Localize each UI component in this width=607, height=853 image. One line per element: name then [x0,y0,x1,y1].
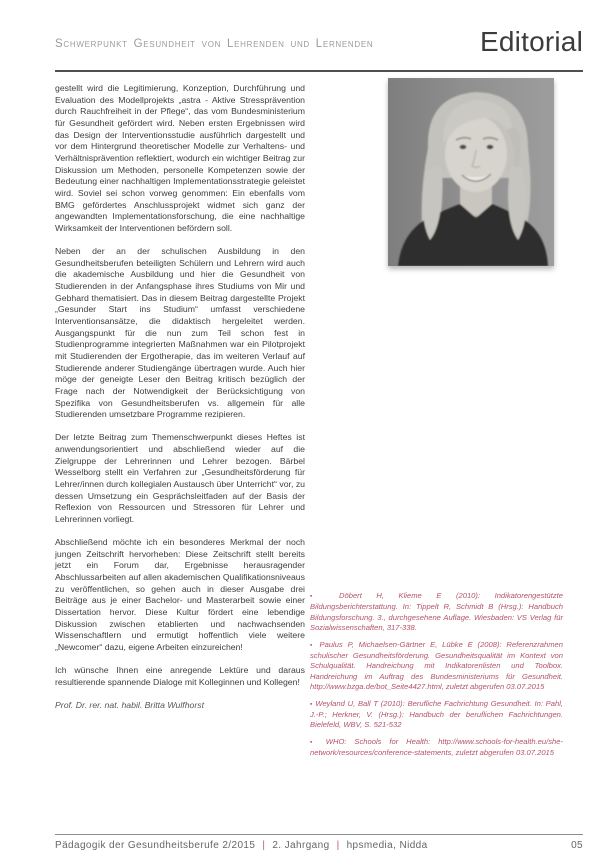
page-title: Editorial [480,26,583,57]
footer-volume: 2. Jahrgang [272,840,330,851]
reference-item: ▪ WHO: Schools for Health: http://www.schools-for-health.eu/she-network/resources/conference-statements, zuletzt abgerufen 03.07.2015 [310,737,563,759]
body-paragraph: Ich wünsche Ihnen eine anregende Lektüre und daraus resultierende spannende Dialoge mit Kolleginnen und Kollegen! [55,665,305,687]
footer-journal-title: Pädagogik der Gesundheitsberufe 2/2015 [55,840,256,851]
portrait-photo-graphic [388,78,554,266]
body-paragraph: Abschließend möchte ich ein besonderes Merkmal der noch jungen Zeitschrift hervorheben: Diese Zeitschrift stellt bereits jetzt ein Forum dar, Ergebnisse herausragender Abschlussarbeiten auf allen akademischen Qualifikationsniveaus zu veröffentlichen, so gehen auch in dieser Ausgabe drei Beiträge aus je einer Bachelor- und Masterarbeit sowie einer Dissertation hervor. Diese Kultur fördert eine lebendige Diskussion zwischen etablierten und nachwachsenden Wissenschaftlern und ermutigt hoffentlich viele weitere „Newcomer“ dazu, eigene Arbeiten einzureichen! [55,537,305,653]
body-paragraph: Der letzte Beitrag zum Themenschwerpunkt dieses Heftes ist anwendungsorientiert und abschließend wieder auf die Zielgruppe der Lehrerinnen und Lehrer bezogen. Bärbel Wesselborg stellt ein Verfahren zur „Gesundheitsförderung für Lehrer/innen durch kollegialen Austausch über Unterricht“ vor, zu dessen Umsetzung ein Gesprächsleitfaden auf der Basis der Reflexion von Ressourcen und Stressoren für Lehrer und Lehrerinnen vorliegt. [55,432,305,524]
footer [55,840,428,851]
footer-separator: | [336,840,340,851]
page-number: 05 [571,840,583,851]
reference-item: ▪ Döbert H, Klieme E (2010): Indikatorengestützte Bildungsberichterstattung. In: Tippelt R, Schmidt B (Hrsg.): Handbuch Bildungsforschung. 3., durchgesehene Auflage. Wiesbaden: VS Verlag für Sozialwissenschaften, 317-338. [310,591,563,633]
editorial-body [55,83,305,723]
footer-rule [55,834,583,835]
section-kicker: Schwerpunkt Gesundheit von Lehrenden und Lernenden [55,38,374,50]
portrait-photo [388,78,554,266]
footer-separator: | [262,840,266,851]
body-paragraph: gestellt wird die Legitimierung, Konzeption, Durchführung und Evaluation des Modellprojekts „astra - Aktive Stressprävention durch Rauchfreiheit in der Pflege“, das vom Bundesministerium für Gesundheit gefördert wird. Neben ersten Ergebnissen wird das Design der Interventionsstudie ausführlich dargestellt und vor dem Hintergrund theoretischer Modelle zur Verhaltens- und Verhältnisprävention reflektiert, wodurch ein wichtiger Beitrag zur Diskussion um Methoden, personelle Kompetenzen sowie der Bedeutung einer nachhaltigen Implementationsstrategie geleistet wird. Soviel sei schon vorweg genommen: Ein ebenfalls vom BMG gefördertes Anschlussprojekt widmet sich ganz der angewandten Implementationsforschung, die eine nachhaltige Wirksamkeit der Interventionen befördern soll. [55,83,305,233]
reference-list [310,591,563,765]
body-paragraph: Neben der an der schulischen Ausbildung in den Gesundheitsberufen beteiligten Schülern und Lehrern wird auch die akademische Ausbildung und hier die Gesundheit von Studierenden in der Anfangsphase ihres Studiums von Mir und Gebhard thematisiert. Das in diesem Beitrag dargestellte Projekt „Gesunder Start ins Studium“ umfasst verschiedene Interventionsansätze, die didaktisch hergeleitet werden. Ausgangspunkt für die nun zum Teil schon fest in Studienprogramme integrierten Maßnahmen war ein Pilotprojekt mit Studierenden der Ergotherapie, das im weiteren Verlauf auf Studierende anderer Studiengänge übertragen wurde. Auch hier möge der geneigte Leser den Beitrag kritisch bezüglich der Frage nach der Notwendigkeit der Berücksichtigung von Spezifika von Gesundheitsberufen vs. allgemein für alle Studierenden umsetzbare Programme rezipieren. [55,246,305,420]
footer-publisher: hpsmedia, Nidda [346,840,428,851]
reference-item: ▪ Weyland U, Ball T (2010): Berufliche Fachrichtung Gesundheit. In: Pahl, J.-P.; Herkner, V. (Hrsg.): Handbuch der beruflichen Fachrichtungen. Bielefeld, WBV, S. 521-532 [310,699,563,731]
author-signature: Prof. Dr. rer. nat. habil. Britta Wulfhorst [55,700,205,710]
header-rule [55,70,583,72]
reference-item: ▪ Paulus P, Michaelsen-Gärtner E, Lübke E (2008): Referenzrahmen schulischer Gesundheitsförderung. Gesundheitsqualität im Kontext von Schulqualität. Handreichung mit Indikatorenlisten und Toolbox. Handreichung im Auftrag des Bundesministeriums für Gesundheit. http://www.bzga.de/bot_Seite4427.html, zuletzt abgerufen 03.07.2015 [310,640,563,692]
